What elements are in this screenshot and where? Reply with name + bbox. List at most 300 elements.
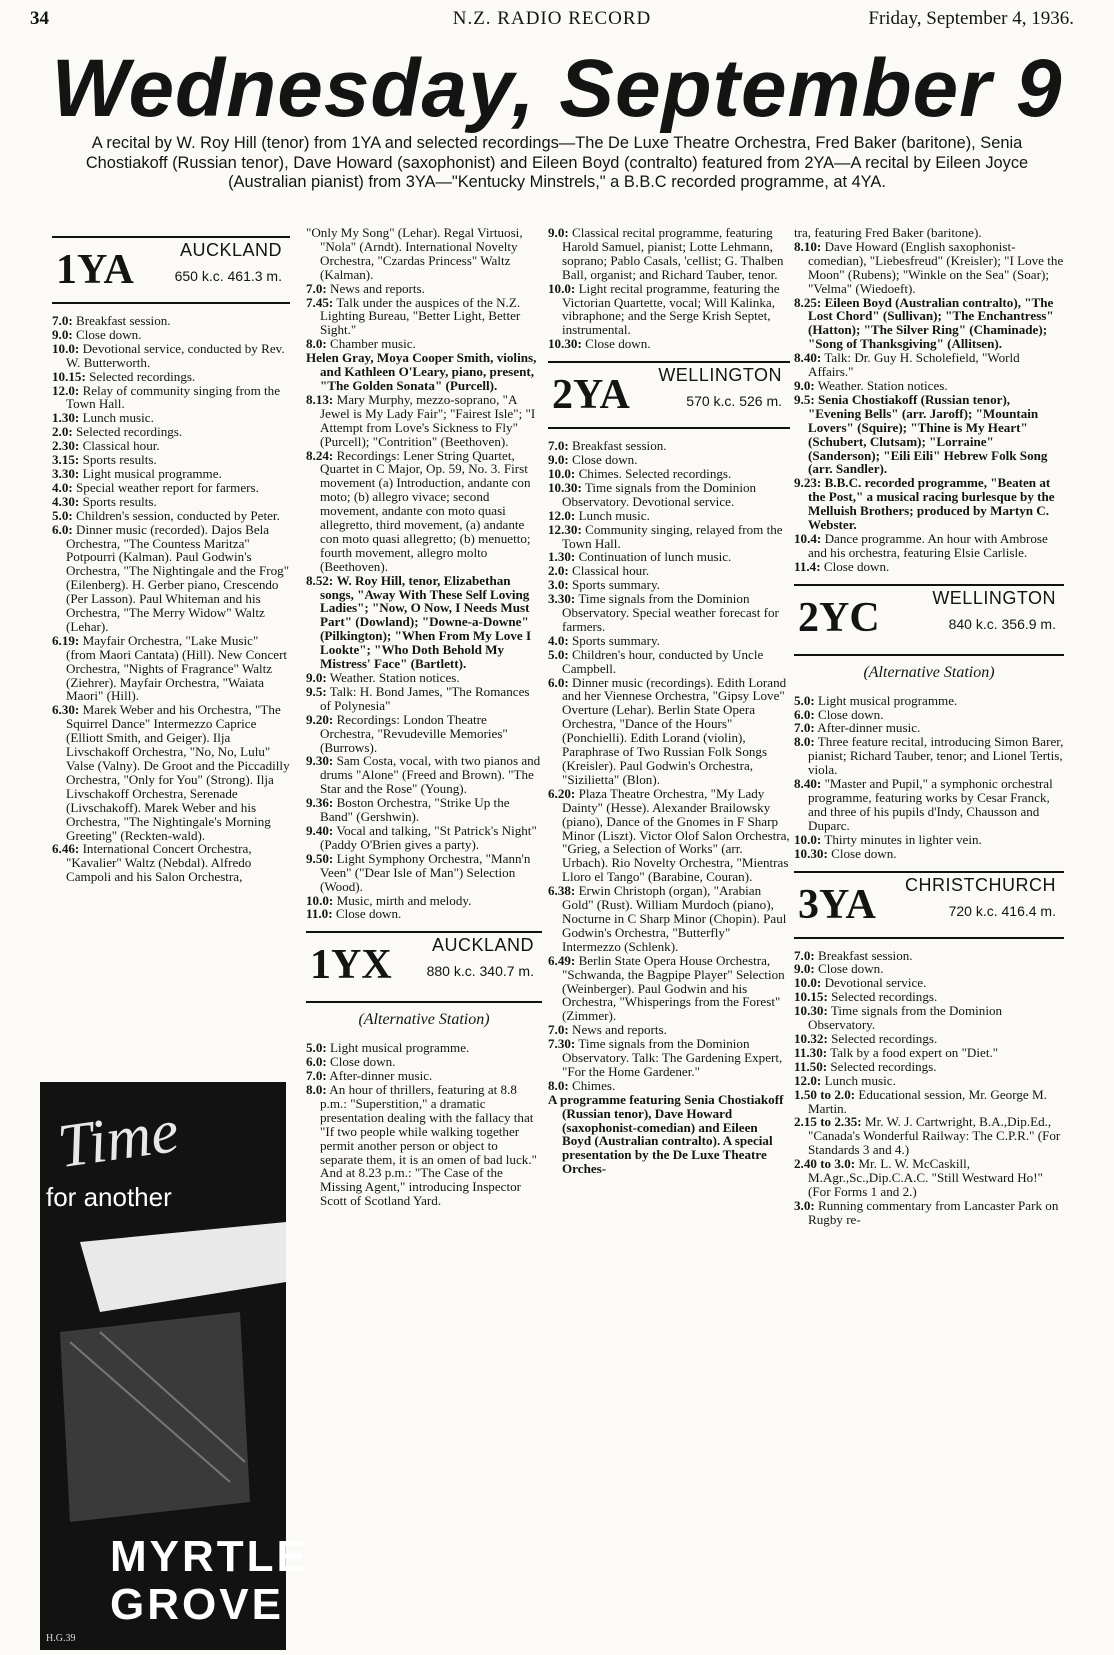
programme-entry: [548, 550, 790, 564]
programme-time: 9.23:: [794, 475, 822, 491]
column-3: [548, 226, 790, 1626]
programme-entry: [794, 962, 1064, 976]
programme-time: 5.0:: [52, 507, 73, 523]
programme-text: Children's hour, conducted by Uncle Campbell.: [562, 646, 764, 676]
programme-entry: [306, 296, 542, 338]
programme-entry: [794, 708, 1064, 722]
programme-text: After-dinner music.: [329, 1068, 433, 1084]
programme-text: Chamber music.: [330, 336, 416, 352]
programme-text: Music, mirth and melody.: [336, 892, 472, 908]
station-city: AUCKLAND: [179, 240, 282, 260]
programme-time: 9.0:: [52, 326, 73, 342]
programme-text: Three feature recital, introducing Simon Barer, pianist; Richard Tauber, tenor; and Lionel Tertis, viola.: [808, 734, 1064, 778]
programme-text: "Only My Song" (Lehar). Regal Virtuosi, "Nola" (Arndt). International Novelty Orchestra, "Czardas Princess" Waltz (Kalman).: [306, 225, 523, 282]
programme-text: Sports results.: [82, 452, 157, 468]
programme-entry: [52, 314, 290, 328]
programme-entry: [794, 1088, 1064, 1116]
programme-text: Sports summary.: [572, 632, 660, 648]
programme-time: 5.0:: [548, 646, 569, 662]
programme-text: Sports summary.: [572, 577, 660, 593]
programme-time: 7.0:: [794, 720, 815, 736]
station-header-2yc: [794, 584, 1064, 681]
programme-time: 9.0:: [548, 225, 569, 240]
programme-entry: [794, 777, 1064, 833]
programme-time: 7.30:: [548, 1036, 576, 1052]
programme-time: 4.0:: [548, 632, 569, 648]
programme-entry: [306, 1055, 542, 1069]
programme-text: Devotional service, conducted by Rev. W. Butterworth.: [66, 340, 285, 370]
programme-time: 12.0:: [52, 382, 80, 398]
programme-highlight: W. Roy Hill, tenor, Elizabethan songs, "Away With These Self Loving Ladies"; "Now, O Now, I Needs Must Part" (Dowland); "Downe-a-Downe" (Pilkington); "When From My Love I Lookte"; "Who Doth Behold My Mistress' Face" (Bartlett).: [320, 572, 532, 672]
programme-time: 8.40:: [794, 350, 822, 366]
column-1: [52, 226, 290, 1066]
programme-entry: [548, 337, 790, 351]
programme-highlight: B.B.C. recorded programme, "Beaten at the Post," a musical racing burlesque by the Melluish Brothers; produced by Martyn C. Webster.: [808, 475, 1055, 533]
programme-text: Close down.: [76, 326, 142, 342]
programme-text: Talk under the auspices of the N.Z. Lighting Bureau, "Better Light, Better Sight.": [320, 294, 521, 338]
programme-text: News and reports.: [572, 1022, 667, 1038]
programme-time: 7.45:: [306, 294, 334, 310]
programme-time: 9.50:: [306, 850, 334, 866]
programme-time: 6.46:: [52, 841, 80, 857]
programme-text: Erwin Christoph (organ), "Arabian Gold" (Rust). William Murdoch (piano), Nocturne in C Sharp Minor (Chopin). Paul Godwin's Orchestra, "Butterfly" Intermezzo (Schlenk).: [562, 883, 787, 954]
programme-time: 9.20:: [306, 711, 334, 727]
station-header-2ya: [548, 361, 790, 429]
programme-text: Close down.: [818, 961, 884, 977]
programme-time: 11.30:: [794, 1044, 828, 1060]
programme-time: 10.30:: [548, 336, 582, 352]
programme-text: Lunch music.: [82, 410, 154, 426]
programme-text: Time signals from the Dominion Observatory. Special weather forecast for farmers.: [562, 591, 779, 634]
station-frequency: 720 k.c. 416.4 m.: [948, 902, 1056, 919]
programme-entry: [548, 564, 790, 578]
programme-entry: [794, 532, 1064, 560]
programme-entry: [306, 894, 542, 908]
programme-text: Close down.: [335, 906, 402, 922]
programme-entry: [794, 735, 1064, 777]
page-title: Wednesday, September 9: [51, 43, 1063, 134]
programme-time: 6.0:: [306, 1054, 327, 1070]
programme-time: 9.5:: [306, 683, 327, 699]
schedule-list-1ya-cont: [306, 226, 542, 921]
programme-time: 5.0:: [306, 1040, 327, 1056]
programme-time: 3.30:: [548, 591, 576, 607]
programme-text: Weather. Station notices.: [817, 377, 948, 393]
programme-text: tra, featuring Fred Baker (baritone).: [794, 225, 982, 240]
programme-entry: [52, 842, 290, 884]
programme-entry: [794, 226, 1064, 240]
schedule-list-2ya: [548, 439, 790, 1176]
programme-text: Close down.: [572, 452, 638, 468]
programme-entry: [794, 1060, 1064, 1074]
programme-entry: [794, 976, 1064, 990]
station-city: AUCKLAND: [431, 935, 534, 956]
programme-text: Dave Howard (English saxophonist-comedian), "Liebesfreud" (Kreisler); "I Love the Moon" (Rubens); "Winkle on the Sea" (Soar); "Velma" (Wiedoeft).: [808, 238, 1064, 296]
programme-entry: [548, 648, 790, 676]
programme-text: Close down.: [585, 336, 651, 352]
programme-time: 10.0:: [52, 340, 80, 356]
station-call-sign: 1YA: [56, 247, 134, 293]
programme-text: Sports results.: [82, 493, 157, 509]
schedule-list-1yx: [306, 1041, 542, 1208]
programme-entry: [52, 425, 290, 439]
programme-entry: [794, 847, 1064, 861]
programme-highlight: Senia Chostiakoff (Russian tenor), "Evening Bells" (arr. Jaroff); "Mountain Lovers" (Squire); "Thine is My Heart" (Schubert, Clutsam); "Lorraine" (Sanderson); "Eili Eili" Hebrew Folk Song (arr. Sandler).: [808, 391, 1048, 477]
programme-text: Sam Costa, vocal, with two pianos and drums "Alone" (Freed and Brown). "The Star and the Rose" (Young).: [320, 753, 541, 797]
programme-time: 3.15:: [52, 452, 80, 468]
programme-time: 10.30:: [794, 845, 828, 861]
programme-time: 9.0:: [794, 961, 815, 977]
programme-entry: [548, 884, 790, 954]
programme-text: Dinner music (recorded). Dajos Bela Orchestra, "The Countess Maritza" Potpourri (Kalman). Paul Godwin's Orchestra, "The Nightingale and the Frog" (Eilenberg). H. Gerber piano, Crescendo (Per Lasson). Paul Whiteman and his Orchestra, "The Merry Widow" Waltz (Lehar).: [66, 521, 290, 634]
station-header-1yx: [306, 931, 542, 1029]
programme-time: 11.4:: [794, 558, 821, 574]
programme-entry: [306, 713, 542, 755]
schedule-list-2ya-cont: [794, 226, 1064, 574]
programme-entry: [306, 449, 542, 574]
programme-time: 6.38:: [548, 883, 576, 899]
schedule-list-1ya: [52, 314, 290, 884]
programme-text: Time signals from the Dominion Observatory. Devotional service.: [562, 479, 757, 509]
programme-entry: [52, 384, 290, 412]
page-number: 34: [30, 8, 49, 29]
programme-text: Talk by a food expert on "Diet.": [830, 1044, 999, 1060]
station-header-3ya: [794, 871, 1064, 939]
programme-entry: [306, 754, 542, 796]
programme-text: Mr. W. J. Cartwright, B.A.,Dip.Ed., "Canada's Wonderful Railway: The C.P.R." (For Standards 3 and 4.): [808, 1114, 1061, 1158]
programme-text: Dinner music (recordings). Edith Lorand and her Viennese Orchestra, "Gipsy Love" Overture (Lehar). Berlin State Opera Orchestra, "Dance of the Hours" (Ponchielli). Edith Lorand (violin), Paraphrase of Two Russian Folk Songs (Kreisler). Paul Godwin's Orchestra, "Sizilietta" (Blon).: [562, 674, 787, 787]
programme-time: 7.0:: [794, 947, 815, 963]
programme-time: 3.30:: [52, 465, 80, 481]
ad-headline: Time: [53, 1096, 183, 1182]
programme-text: Running commentary from Lancaster Park on Rugby re-: [808, 1197, 1059, 1227]
programme-time: 6.0:: [548, 674, 569, 690]
programme-text: An hour of thrillers, featuring at 8.8 p.m.: "Superstition," a dramatic presentation dealing with the fallacy that "If two people while walking together permit another person or object to separate them, it is an omen of bad luck." And at 8.23 p.m.: "The Case of the Missing Agent," introducing Inspector Scott of Scotland Yard.: [320, 1082, 537, 1209]
programme-time: 1.30:: [548, 549, 576, 565]
programme-time: 8.13:: [306, 391, 334, 407]
programme-text: Dance programme. An hour with Ambrose and his orchestra, featuring Elsie Carlisle.: [808, 530, 1048, 560]
programme-time: 8.25:: [794, 294, 822, 310]
station-call-sign: 2YC: [798, 594, 880, 641]
programme-time: 10.0:: [794, 975, 822, 991]
station-frequency: 880 k.c. 340.7 m.: [426, 963, 534, 980]
programme-entry: [794, 694, 1064, 708]
programme-text: Boston Orchestra, "Strike Up the Band" (Gershwin).: [320, 795, 510, 825]
programme-entry: [306, 671, 542, 685]
ad-subline: for another: [46, 1182, 172, 1212]
station-frequency: 650 k.c. 461.3 m.: [174, 268, 282, 284]
programme-time: 12.0:: [548, 507, 576, 523]
programme-entry: [306, 1083, 542, 1208]
programme-time: 2.0:: [548, 563, 569, 579]
programme-time: 4.0:: [52, 479, 73, 495]
programme-text: Mr. L. W. McCaskill, M.Agr.,Sc.,Dip.C.A.C. "Still Westward Ho!" (For Forms 1 and 2.): [808, 1156, 1043, 1199]
station-city: WELLINGTON: [932, 587, 1056, 608]
programme-time: 10.0:: [794, 831, 822, 847]
programme-time: 10.15:: [794, 989, 828, 1005]
programme-text: Chimes.: [572, 1077, 616, 1093]
programme-time: 2.0:: [52, 424, 73, 440]
programme-time: 7.0:: [306, 1068, 327, 1084]
programme-text: "Master and Pupil," a symphonic orchestral programme, featuring works by Cesar Franck, and three of his pupils d'Indy, Chausson and Duparc.: [808, 776, 1053, 833]
programme-text: Classical hour.: [572, 563, 650, 579]
station-call-sign: 1YX: [310, 942, 392, 989]
programme-text: Time signals from the Dominion Observatory.: [808, 1003, 1003, 1033]
programme-time: 8.40:: [794, 776, 822, 792]
station-call-sign: 2YA: [552, 372, 630, 419]
programme-entry: [52, 411, 290, 425]
programme-time: 8.0:: [548, 1077, 569, 1093]
programme-entry: [306, 574, 542, 671]
page-header: [30, 8, 1074, 32]
programme-entry: [306, 824, 542, 852]
programme-highlight: A programme featuring Senia Chostiakoff (Russian tenor), Dave Howard (saxophonist-comedian) and Eileen Boyd (Australian contralto). A special presentation by the De Luxe Theatre Orches-: [548, 1091, 784, 1177]
programme-entry: [548, 676, 790, 787]
programme-entry: [794, 949, 1064, 963]
programme-entry: [548, 523, 790, 551]
programme-text: Close down.: [831, 845, 897, 861]
ad-brand-word-2: GROVE: [110, 1580, 284, 1629]
programme-entry: [794, 1157, 1064, 1199]
programme-entry: [794, 1046, 1064, 1060]
programme-time: 8.0:: [306, 1082, 327, 1098]
programme-entry: [52, 509, 290, 523]
programme-time: 10.4:: [794, 530, 822, 546]
station-call-sign: 3YA: [798, 881, 876, 928]
programme-entry: [52, 328, 290, 342]
programme-text: Selected recordings.: [830, 1058, 937, 1074]
programme-text: News and reports.: [330, 280, 425, 296]
programme-text: Lunch music.: [824, 1072, 896, 1088]
programme-entry: [794, 1115, 1064, 1157]
programme-entry: [794, 990, 1064, 1004]
programme-entry: [794, 833, 1064, 847]
programme-entry: [794, 379, 1064, 393]
programme-entry: [306, 1069, 542, 1083]
programme-time: 2.30:: [52, 438, 80, 454]
station-alternative-label: (Alternative Station): [863, 663, 995, 681]
programme-time: 8.24:: [306, 447, 334, 463]
programme-time: 12.30:: [548, 521, 582, 537]
programme-time: 9.5:: [794, 391, 815, 407]
programme-time: 10.15:: [52, 368, 86, 384]
programme-entry: [306, 337, 542, 351]
programme-text: Selected recordings.: [831, 1030, 938, 1046]
programme-text: Classical recital programme, featuring Harold Samuel, pianist; Lotte Lehmann, soprano; Pablo Casals, 'cellist; G. Thalben Ball, organist; and Richard Tauber, tenor.: [562, 225, 784, 282]
programme-time: 7.0:: [52, 313, 73, 328]
programme-entry: [794, 560, 1064, 574]
programme-text: Recordings: Lener String Quartet, Quartet in C Major, Op. 59, No. 3. First movement (a) Introduction, andante con moto; (b) allegro vivace; second movement, andante con moto quasi allegretto, third movement, (a) andante con moto quasi allegretto; (b) menuetto; fourth movement, allegro molto (Beethoven).: [320, 447, 531, 574]
programme-entry: [794, 476, 1064, 532]
programme-entry: [548, 787, 790, 884]
programme-text: Recordings: London Theatre Orchestra, "Revudeville Memories" (Burrows).: [320, 711, 508, 755]
programme-entry: [548, 954, 790, 1024]
programme-time: 11.0:: [306, 906, 333, 922]
programme-text: Weather. Station notices.: [329, 670, 460, 685]
programme-text: Thirty minutes in lighter vein.: [824, 831, 982, 847]
programme-text: Berlin State Opera House Orchestra, "Schwanda, the Bagpipe Player" Selection (Weinberger). Paul Godwin and his Orchestra, "Whisperings from the Forest" (Zimmer).: [562, 952, 785, 1024]
programme-entry: [548, 226, 790, 282]
programme-entry: [52, 370, 290, 384]
programme-text: Light musical programme.: [818, 692, 958, 708]
programme-text: Selected recordings.: [76, 424, 183, 440]
programme-entry: [306, 685, 542, 713]
issue-date: Friday, September 4, 1936.: [868, 8, 1074, 29]
myrtle-grove-advertisement: [40, 1082, 309, 1650]
programme-time: 1.30:: [52, 410, 80, 426]
programme-time: 10.30:: [548, 479, 582, 495]
programme-time: 5.0:: [794, 692, 815, 708]
programme-time: 7.0:: [548, 1022, 569, 1038]
programme-entry: [794, 721, 1064, 735]
programme-time: 4.30:: [52, 493, 80, 509]
programme-entry: [548, 592, 790, 634]
ad-brand-word-1: MYRTLE: [110, 1532, 309, 1581]
programme-text: Light musical programme.: [330, 1040, 470, 1056]
programme-entry: [794, 240, 1064, 296]
programme-text: Mayfair Orchestra, "Lake Music" (from Maori Cantata) (Hill). New Concert Orchestra, "Nights of Fragrance" Waltz (Ziehrer). Mayfair Orchestra, "Waiata Maori" (Hill).: [66, 632, 288, 704]
programme-time: 9.36:: [306, 795, 334, 811]
station-header-1ya: [52, 236, 290, 304]
programme-entry: [548, 481, 790, 509]
programme-text: International Concert Orchestra, "Kavalier" Waltz (Nebdal). Alfredo Campoli and his Salon Orchestra,: [66, 841, 252, 885]
programme-highlight: Eileen Boyd (Australian contralto), "The Lost Chord" (Sullivan); "The Enchantress" (Hatton); "The Silver Ring" (Chaminade); "Song of Thanksgiving" (Allitsen).: [808, 294, 1054, 352]
programme-entry: [794, 393, 1064, 476]
programme-entry: [548, 439, 790, 453]
programme-text: After-dinner music.: [817, 720, 921, 736]
programme-time: 7.0:: [548, 438, 569, 454]
programme-text: Chimes. Selected recordings.: [578, 465, 732, 481]
programme-time: 9.0:: [548, 452, 569, 468]
programme-entry: [548, 509, 790, 523]
programme-time: 8.52:: [306, 572, 334, 588]
programme-entry: [548, 453, 790, 467]
programme-entry: [52, 703, 290, 842]
intro-summary: A recital by W. Roy Hill (tenor) from 1YA and selected recordings—The De Luxe Theatre Orchestra, Fred Baker (baritone), Senia Chostiakoff (Russian tenor), Dave Howard (saxophonist) and Eileen Boyd (contralto) featured from 2YA—A recital by Eileen Joyce (Australian pianist) from 3YA—"Kentucky Minstrels," a B.B.C recorded programme, at 4YA.: [85, 134, 1029, 192]
programme-text: Breakfast session.: [818, 947, 913, 963]
programme-text: Talk: H. Bond James, "The Romances of Polynesia": [320, 683, 530, 713]
programme-time: 10.0:: [548, 465, 576, 481]
programme-time: 10.32:: [794, 1030, 828, 1046]
programme-entry: [548, 1093, 790, 1176]
programme-entry: [548, 1079, 790, 1093]
programme-time: 1.50 to 2.0:: [794, 1086, 856, 1102]
programme-text: Special weather report for farmers.: [76, 479, 259, 495]
programme-time: 6.30:: [52, 702, 80, 718]
programme-entry: [306, 907, 542, 921]
programme-text: Light Symphony Orchestra, "Mann'n Veen" ("Dear Isle of Man") Selection (Wood).: [320, 850, 531, 894]
programme-entry: [306, 393, 542, 449]
programme-text: Community singing, relayed from the Town Hall.: [562, 521, 783, 551]
programme-time: 9.30:: [306, 753, 334, 769]
publication-name: N.Z. RADIO RECORD: [452, 8, 652, 29]
programme-entry: [548, 282, 790, 338]
column-2: [306, 226, 542, 1226]
programme-entry: [306, 1041, 542, 1055]
programme-text: Light musical programme.: [82, 465, 222, 481]
programme-time: 9.0:: [794, 377, 815, 393]
programme-time: 8.0:: [306, 336, 327, 352]
programme-entry: [306, 351, 542, 393]
programme-text: Lunch music.: [578, 507, 650, 523]
programme-entry: [52, 523, 290, 634]
programme-entry: [52, 481, 290, 495]
programme-text: Continuation of lunch music.: [578, 549, 732, 565]
programme-time: 8.0:: [794, 734, 815, 750]
programme-time: 3.0:: [794, 1197, 815, 1213]
cigarette-shape: [80, 1222, 286, 1312]
schedule-list-3ya: [794, 949, 1064, 1227]
programme-entry: [794, 1032, 1064, 1046]
programme-text: Close down.: [823, 558, 890, 574]
programme-text: Children's session, conducted by Peter.: [76, 507, 280, 523]
programme-time: 7.0:: [306, 280, 327, 296]
programme-time: 3.0:: [548, 577, 569, 593]
programme-time: 2.15 to 2.35:: [794, 1114, 862, 1130]
programme-time: 10.0:: [548, 280, 576, 296]
programme-text: Devotional service.: [824, 975, 927, 991]
programme-entry: [52, 453, 290, 467]
programme-time: 11.50:: [794, 1058, 828, 1074]
programme-time: 6.0:: [52, 521, 73, 537]
programme-text: Educational session, Mr. George M. Martin.: [808, 1086, 1047, 1116]
programme-entry: [794, 1074, 1064, 1088]
programme-entry: [548, 1037, 790, 1079]
programme-text: Talk: Dr. Guy H. Scholefield, "World Affairs.": [808, 350, 1020, 380]
programme-entry: [52, 634, 290, 704]
programme-time: 10.30:: [794, 1003, 828, 1019]
station-city: WELLINGTON: [658, 365, 782, 386]
station-frequency: 570 k.c. 526 m.: [686, 393, 782, 410]
station-frequency: 840 k.c. 356.9 m.: [948, 615, 1056, 632]
programme-entry: [794, 1004, 1064, 1032]
programme-entry: [306, 796, 542, 824]
programme-time: 9.40:: [306, 822, 334, 838]
programme-text: Relay of community singing from the Town Hall.: [66, 382, 281, 412]
programme-text: Classical hour.: [82, 438, 160, 454]
programme-text: Marek Weber and his Orchestra, "The Squirrel Dance" Intermezzo Caprice (Elliott Smith, and Geiger). Ilja Livschakoff Orchestra, "No, No, Lulu" Valse (Valny). De Groot and the Piccadilly Orchestra, "Only for You" (Strong). Ilja Livschakoff Orchestra, Serenade (Livschakoff). Marek Weber and his Orchestra, "The Nightingale's Morning Greeting" (Reckten-wald).: [66, 702, 290, 843]
programme-text: Light recital programme, featuring the Victorian Quartette, vocal; Will Kalinka, vibraphone; and the Serge Krish Septet, instrumental.: [562, 280, 780, 338]
column-4: [794, 226, 1064, 1646]
programme-text: Breakfast session.: [572, 438, 667, 454]
programme-text: Close down.: [818, 706, 884, 722]
programme-entry: [306, 282, 542, 296]
programme-time: 2.40 to 3.0:: [794, 1156, 856, 1172]
schedule-list-2yc: [794, 694, 1064, 861]
programme-time: 6.20:: [548, 785, 576, 801]
programme-text: Selected recordings.: [831, 989, 938, 1005]
station-city: CHRISTCHURCH: [905, 874, 1056, 895]
programme-entry: [794, 351, 1064, 379]
programme-entry: [548, 1023, 790, 1037]
programme-text: Vocal and talking, "St Patrick's Night" (Paddy O'Brien gives a party).: [320, 822, 537, 852]
programme-entry: [306, 226, 542, 282]
programme-entry: [794, 296, 1064, 352]
programme-text: Time signals from the Dominion Observatory. Talk: The Gardening Expert, "For the Home Gardener.": [562, 1036, 783, 1079]
ad-code: H.G.39: [46, 1633, 76, 1644]
programme-highlight: Helen Gray, Moya Cooper Smith, violins, and Kathleen O'Leary, piano, present, "The Golden Sonata" (Purcell).: [306, 350, 537, 393]
programme-entry: [548, 634, 790, 648]
programme-time: 12.0:: [794, 1072, 822, 1088]
programme-text: Breakfast session.: [76, 313, 171, 328]
programme-entry: [548, 467, 790, 481]
programme-entry: [548, 578, 790, 592]
programme-time: 8.10:: [794, 238, 822, 254]
programme-time: 9.0:: [306, 670, 327, 685]
programme-entry: [52, 342, 290, 370]
programme-time: 6.49:: [548, 952, 576, 968]
schedule-list-1yx-cont: [548, 226, 790, 351]
